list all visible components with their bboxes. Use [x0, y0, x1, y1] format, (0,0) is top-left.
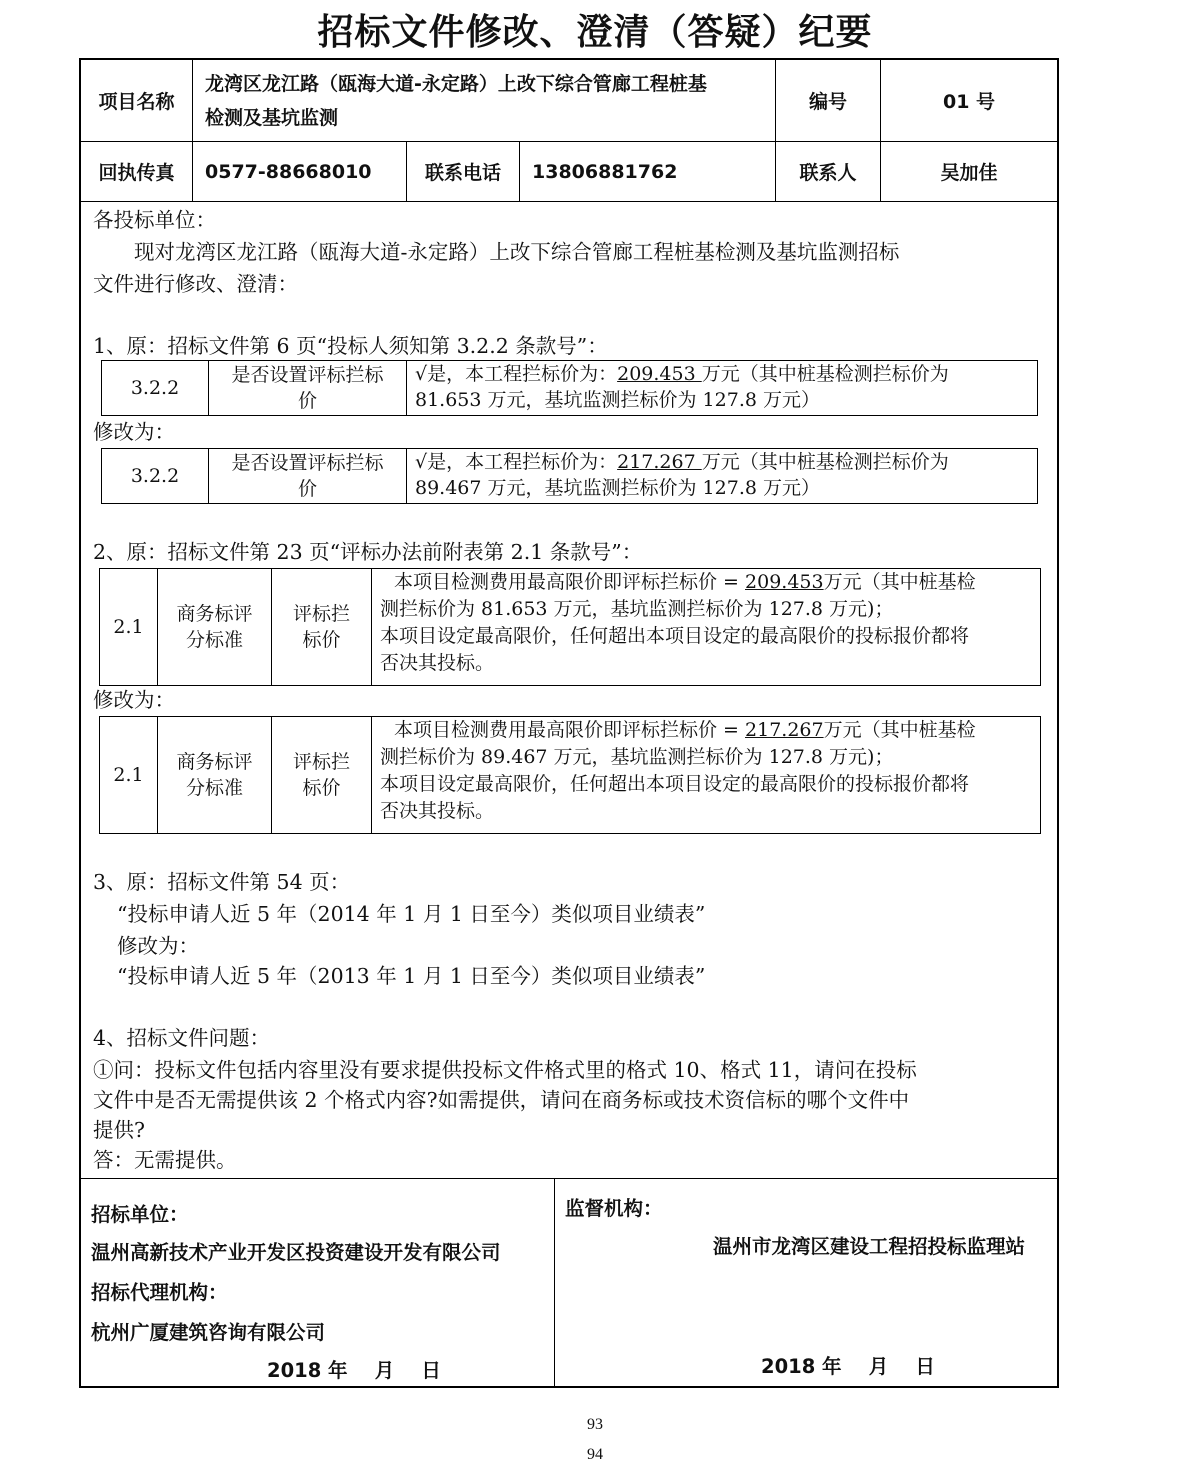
- project-name-line2: 检测及基坑监测: [205, 106, 339, 129]
- clause-name: 是否设置评标拦标 价: [209, 361, 407, 415]
- question-line2: 文件中是否无需提供该 2 个格式内容?如需提供，请问在商务标或技术资信标的哪个文件中: [93, 1088, 910, 1112]
- item1-original-table: [101, 360, 1038, 416]
- clause-content: √是，本工程拦标价为：217.267 万元（其中桩基检测拦标价为 89.467 万元，基坑监测拦标价为 127.8 万元）: [415, 451, 949, 499]
- supervisor-name: 温州市龙湾区建设工程招投标监理站: [713, 1235, 1026, 1258]
- item3-modify-label: 修改为：: [117, 934, 199, 958]
- tenderer-label: 招标单位：: [91, 1203, 189, 1226]
- tenderer-block: [81, 1179, 555, 1386]
- question-line3: 提供?: [93, 1118, 145, 1142]
- item3-original: “投标申请人近 5 年（2014 年 1 月 1 日至今）类似项目业绩表”: [117, 902, 706, 926]
- ceiling-price: 209.453: [617, 363, 702, 385]
- agent-name: 杭州广厦建筑咨询有限公司: [91, 1321, 326, 1344]
- intro-line2: 文件进行修改、澄清：: [93, 272, 298, 296]
- header-row-project: [81, 60, 1057, 142]
- signature-section: [81, 1178, 1057, 1386]
- supervisor-label: 监督机构：: [565, 1197, 663, 1220]
- number-label: 编号: [776, 60, 881, 141]
- answer: 答：无需提供。: [93, 1148, 237, 1172]
- contact-value: 吴加佳: [940, 162, 998, 184]
- item3-new: “投标申请人近 5 年（2013 年 1 月 1 日至今）类似项目业绩表”: [117, 964, 706, 988]
- salutation: 各投标单位：: [93, 208, 216, 232]
- project-name-line1: 龙湾区龙江路（瓯海大道-永定路）上改下综合管廊工程桩基: [205, 72, 707, 95]
- clause-content: 本项目检测费用最高限价即评标拦标价 = 217.267万元（其中桩基检 测拦标价为 89.467 万元，基坑监测拦标价为 127.8 万元)； 本项目设定最高限价，任何超出本项目设定的最高限价的投标报价都将 否决其投标。: [380, 719, 976, 822]
- project-label: 项目名称: [81, 60, 193, 141]
- ceiling-price: 217.267: [617, 451, 702, 473]
- page-number-1: 93: [587, 1416, 603, 1433]
- item3-heading: 3、原：招标文件第 54 页：: [93, 870, 351, 894]
- modify-label: 修改为：: [93, 420, 175, 444]
- fax-value: 0577-88668010: [193, 142, 407, 201]
- contact-label: 联系人: [776, 142, 881, 201]
- header-row-contact: [81, 142, 1057, 202]
- fax-label: 回执传真: [81, 142, 193, 201]
- date-left: 2018 年 月 日: [267, 1359, 441, 1382]
- item2-heading: 2、原：招标文件第 23 页“评标办法前附表第 2.1 条款号”：: [93, 540, 643, 564]
- modify-label-2: 修改为：: [93, 688, 175, 712]
- phone-label: 联系电话: [407, 142, 520, 201]
- clause-code: 2.1: [100, 717, 158, 833]
- clause-name: 是否设置评标拦标 价: [209, 449, 407, 503]
- clause-content: 本项目检测费用最高限价即评标拦标价 = 209.453万元（其中桩基检 测拦标价为 81.653 万元，基坑监测拦标价为 127.8 万元)； 本项目设定最高限价，任何超出本项目设定的最高限价的投标报价都将 否决其投标。: [380, 571, 976, 674]
- date-right: 2018 年 月 日: [761, 1355, 935, 1378]
- phone-value: 13806881762: [520, 142, 776, 201]
- clause-content: √是，本工程拦标价为：209.453 万元（其中桩基检测拦标价为 81.653 万元，基坑监测拦标价为 127.8 万元）: [415, 363, 949, 411]
- clarification-form: [79, 58, 1059, 1388]
- page-number-2: 94: [587, 1446, 603, 1463]
- item1-heading: 1、原：招标文件第 6 页“投标人须知第 3.2.2 条款号”：: [93, 334, 608, 358]
- ceiling-price: 217.267: [745, 719, 824, 741]
- item1-new-table: [101, 448, 1038, 504]
- project-name: [193, 60, 776, 141]
- ceiling-price: 209.453: [745, 571, 824, 593]
- clause-code: 3.2.2: [102, 449, 209, 503]
- question-line1: ①问：投标文件包括内容里没有要求提供投标文件格式里的格式 10、格式 11，请问在投标: [93, 1058, 917, 1082]
- agent-label: 招标代理机构：: [91, 1281, 228, 1304]
- number-value: 01 号: [942, 91, 996, 113]
- clause-subject: 评标拦 标价: [272, 717, 372, 833]
- intro-line1: 现对龙湾区龙江路（瓯海大道-永定路）上改下综合管廊工程桩基检测及基坑监测招标: [134, 240, 900, 264]
- clause-category: 商务标评 分标准: [158, 717, 272, 833]
- clause-subject: 评标拦 标价: [272, 569, 372, 685]
- clause-code: 2.1: [100, 569, 158, 685]
- item2-new-table: [99, 716, 1041, 834]
- page-title: 招标文件修改、澄清（答疑）纪要: [317, 12, 873, 53]
- clause-category: 商务标评 分标准: [158, 569, 272, 685]
- tenderer-name: 温州高新技术产业开发区投资建设开发有限公司: [91, 1241, 501, 1264]
- item2-original-table: [99, 568, 1041, 686]
- item4-heading: 4、招标文件问题：: [93, 1026, 271, 1050]
- clause-code: 3.2.2: [102, 361, 209, 415]
